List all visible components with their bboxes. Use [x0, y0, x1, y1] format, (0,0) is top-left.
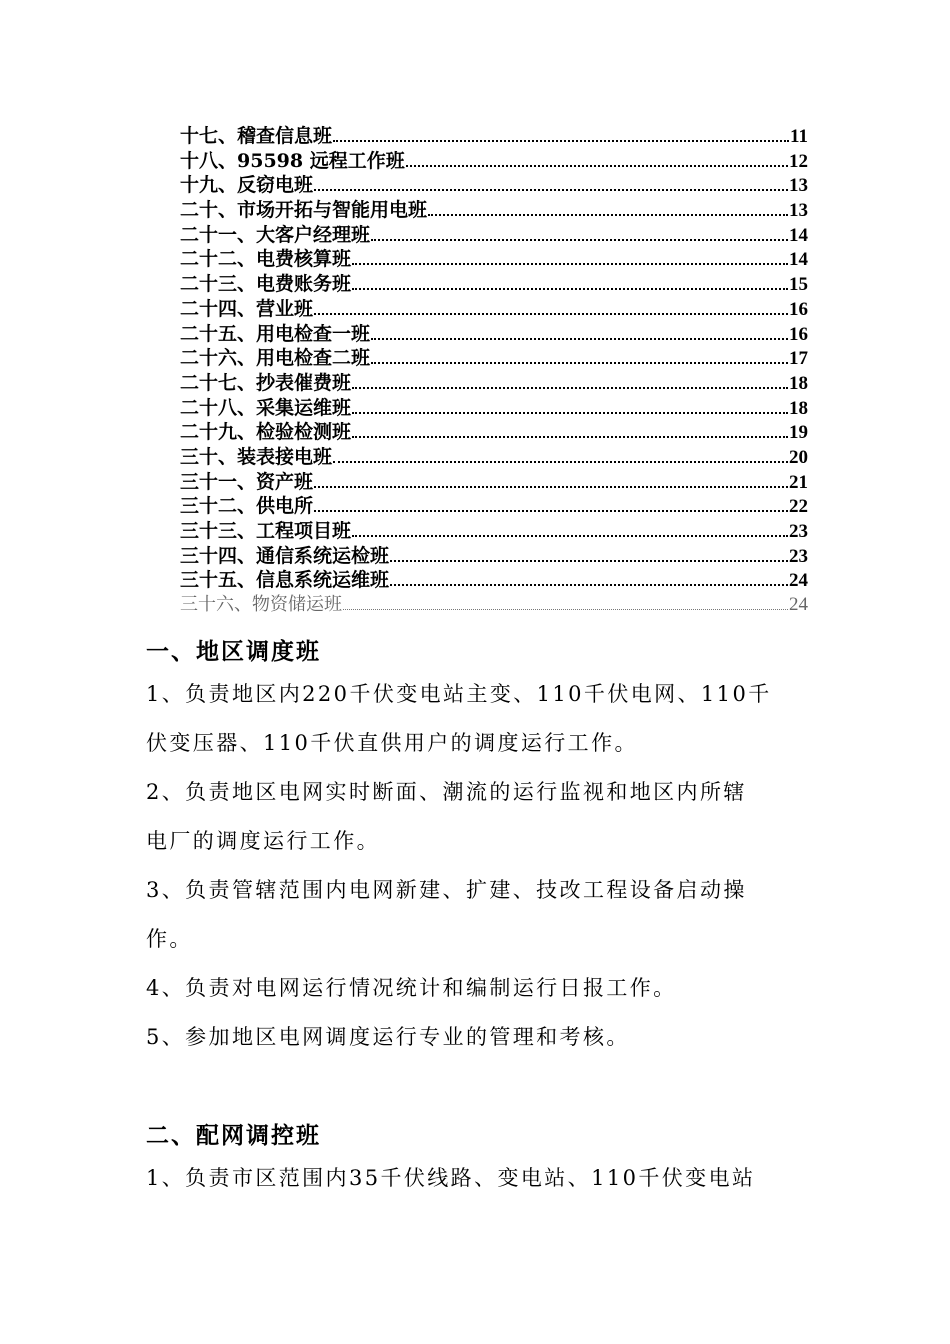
toc-entry-page: 14 [789, 249, 808, 271]
toc-entry-label: 二十八、采集运维班 [180, 396, 352, 419]
toc-entry[interactable] [180, 593, 808, 618]
toc-dot-leader [333, 139, 789, 142]
paragraph-line: 1、负责地区内220千伏变电站主变、110千伏电网、110千 [146, 682, 772, 706]
toc-entry-label: 三十三、工程项目班 [180, 520, 352, 542]
toc-entry-label: 二十一、大客户经理班 [180, 223, 371, 246]
toc-entry-label: 二十二、电费核算班 [180, 248, 352, 271]
toc-dot-leader [352, 435, 788, 438]
toc-entry-label: 十八、95598 远程工作班 [180, 149, 405, 172]
toc-dot-leader [352, 411, 788, 414]
toc-entry[interactable] [180, 346, 808, 371]
toc-entry-label: 二十九、检验检测班 [180, 421, 352, 444]
toc-entry[interactable] [180, 371, 808, 396]
toc-entry[interactable] [180, 420, 808, 445]
paragraph-line: 电厂的调度运行工作。 [146, 829, 380, 853]
toc-entry[interactable] [180, 198, 808, 223]
paragraph-line: 2、负责地区电网实时断面、潮流的运行监视和地区内所辖 [146, 780, 747, 804]
paragraph-line: 伏变压器、110千伏直供用户的调度运行工作。 [146, 731, 638, 755]
toc-entry-page: 22 [789, 496, 808, 518]
toc-entry-page: 18 [789, 397, 808, 419]
paragraph-line: 作。 [146, 927, 193, 951]
toc-entry-label: 二十五、用电检查一班 [180, 322, 371, 345]
toc-entry-label: 二十七、抄表催费班 [180, 371, 352, 394]
toc-entry-page: 23 [789, 521, 808, 542]
toc-entry[interactable] [180, 396, 808, 421]
toc-entry[interactable] [180, 124, 808, 149]
toc-entry-label: 三十二、供电所 [180, 495, 314, 518]
toc-entry[interactable] [180, 247, 808, 272]
toc-entry-page: 24 [789, 570, 808, 592]
toc-entry-page: 21 [789, 471, 808, 493]
toc-dot-leader [371, 361, 788, 364]
toc-entry[interactable] [180, 149, 808, 174]
toc-dot-leader [371, 337, 788, 340]
toc-dot-leader [314, 188, 788, 191]
toc-entry[interactable] [180, 519, 808, 544]
toc-dot-leader [333, 460, 788, 463]
toc-entry-page: 12 [789, 150, 808, 172]
paragraph-line: 4、负责对电网运行情况统计和编制运行日报工作。 [146, 976, 677, 1000]
toc-dot-leader [352, 262, 788, 265]
toc-entry-page: 16 [789, 323, 808, 345]
toc-entry-page: 24 [789, 594, 808, 616]
toc-entry-page: 23 [789, 545, 808, 567]
toc-entry-label: 三十四、通信系统运检班 [180, 544, 390, 567]
toc-entry-label: 二十六、用电检查二班 [180, 347, 371, 370]
toc-dot-leader [390, 583, 788, 586]
toc-entry[interactable] [180, 322, 808, 347]
section-distribution-control [146, 1118, 812, 1203]
toc-entry[interactable] [180, 568, 808, 593]
toc-dot-leader [406, 164, 788, 167]
toc-entry-label: 三十、装表接电班 [180, 445, 333, 468]
toc-entry-label: 三十一、资产班 [180, 470, 314, 493]
toc-entry-label: 二十、市场开拓与智能用电班 [180, 199, 428, 222]
toc-dot-leader [314, 485, 788, 488]
toc-entry-page: 15 [789, 274, 808, 296]
toc-entry-label: 十七、稽查信息班 [180, 125, 333, 147]
toc-entry[interactable] [180, 494, 808, 519]
toc-entry[interactable] [180, 223, 808, 248]
toc-entry-label: 二十三、电费账务班 [180, 273, 352, 296]
toc-entry-label: 三十五、信息系统运维班 [180, 569, 390, 592]
toc-entry-page: 19 [789, 422, 808, 444]
toc-dot-leader [390, 559, 788, 562]
toc-dot-leader [352, 386, 788, 389]
toc-entry-label: 三十六、物资储运班 [180, 594, 342, 616]
toc-entry-page: 13 [789, 200, 808, 222]
toc-entry[interactable] [180, 173, 808, 198]
paragraph-line: 5、参加地区电网调度运行专业的管理和考核。 [146, 1025, 630, 1049]
section-heading: 一、地区调度班 [146, 638, 321, 665]
toc-entry-page: 11 [790, 126, 808, 147]
toc-entry-page: 17 [789, 348, 808, 370]
toc-entry[interactable] [180, 445, 808, 470]
toc-entry-page: 18 [789, 372, 808, 394]
toc-dot-leader [352, 287, 788, 290]
toc-entry-label: 二十四、营业班 [180, 297, 314, 320]
toc-entry-label: 十九、反窃电班 [180, 174, 314, 197]
table-of-contents [180, 124, 808, 618]
toc-entry[interactable] [180, 272, 808, 297]
toc-entry[interactable] [180, 470, 808, 495]
toc-entry-page: 13 [789, 175, 808, 197]
toc-dot-leader [352, 534, 788, 537]
toc-entry-page: 14 [789, 224, 808, 246]
toc-dot-leader [314, 509, 788, 512]
paragraph-line: 1、负责市区范围内35千伏线路、变电站、110千伏变电站 [146, 1166, 756, 1190]
section-heading: 二、配网调控班 [146, 1122, 321, 1149]
section-dispatch [146, 634, 812, 1062]
toc-entry[interactable] [180, 544, 808, 569]
paragraph-line: 3、负责管辖范围内电网新建、扩建、技改工程设备启动操 [146, 878, 747, 902]
toc-dot-leader [371, 238, 788, 241]
toc-entry-page: 16 [789, 298, 808, 320]
toc-entry[interactable] [180, 297, 808, 322]
toc-dot-leader [428, 213, 788, 216]
toc-dot-leader [343, 608, 788, 610]
toc-dot-leader [314, 312, 788, 315]
toc-entry-page: 20 [789, 446, 808, 468]
